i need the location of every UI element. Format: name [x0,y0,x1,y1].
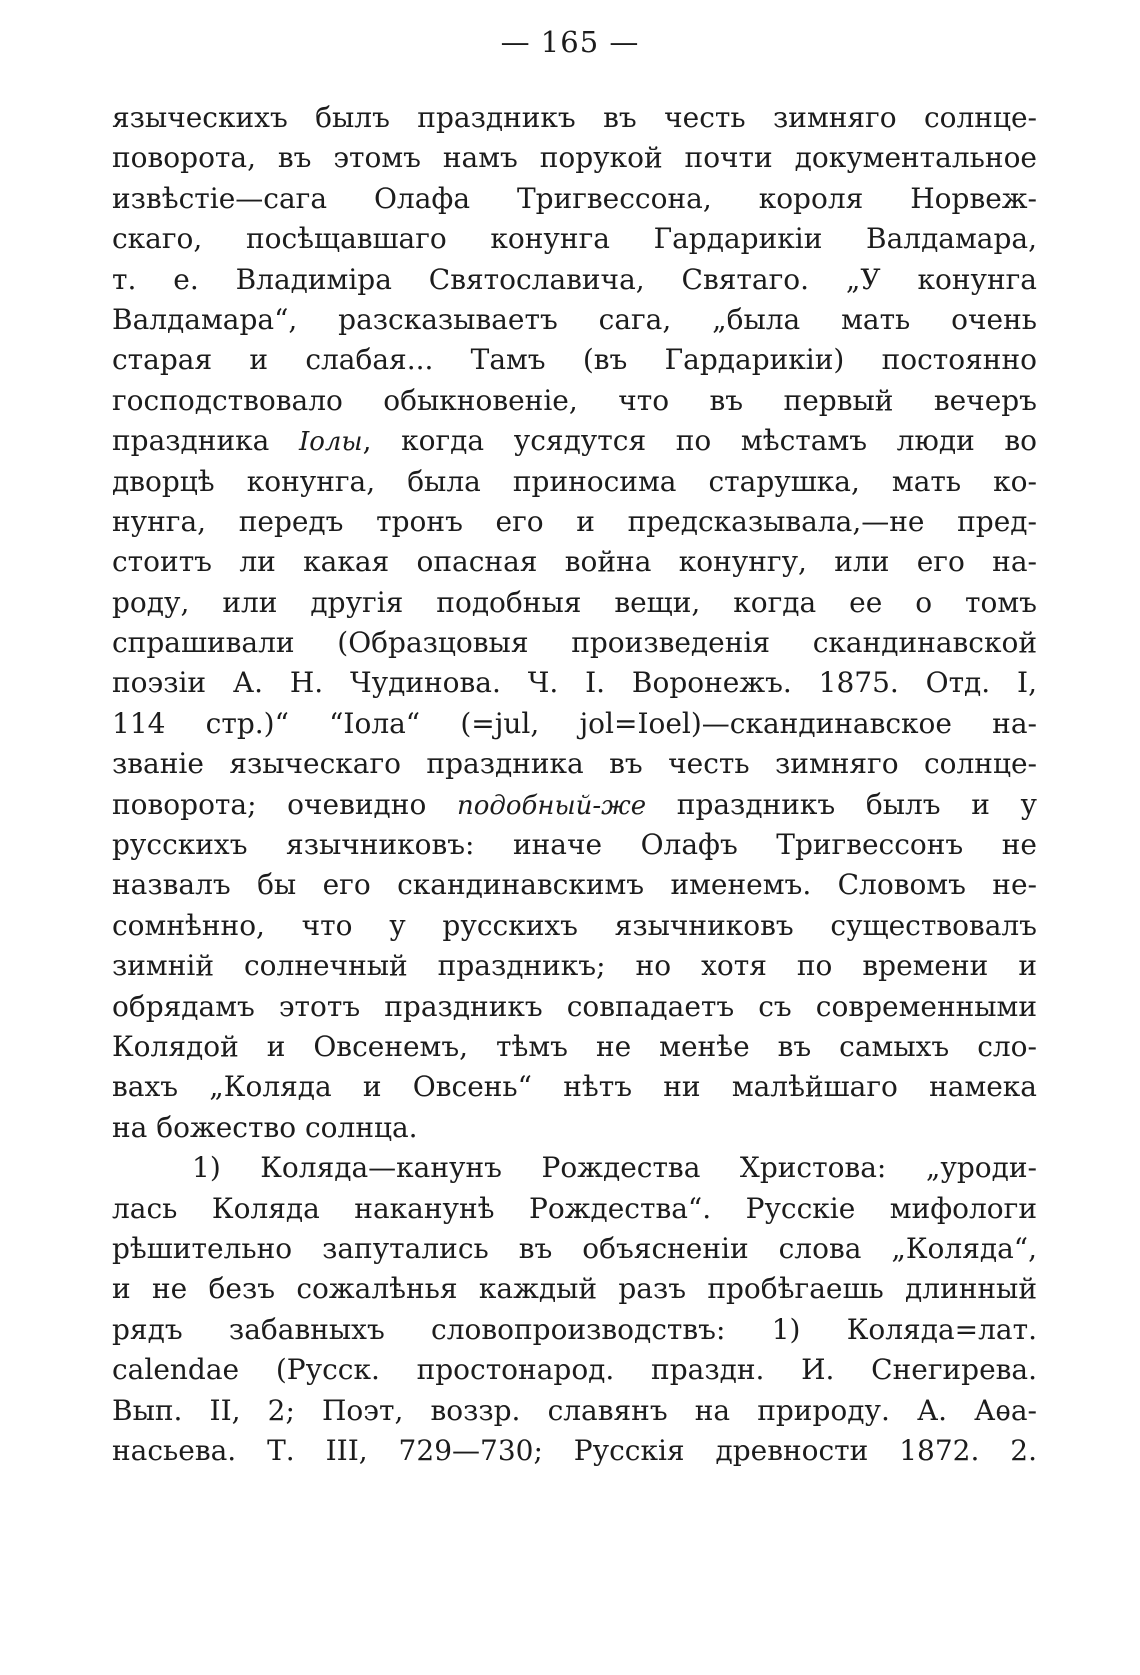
text-line: зимній солнечный праздникъ; но хотя по времени и [112,949,1037,983]
text-line: русскихъ язычниковъ: иначе Олафъ Тригвессонъ не [112,828,1037,862]
paragraph-2 [112,1148,1037,1471]
text-line: стоитъ ли какая опасная война конунгу, или его на- [112,545,1037,579]
page-number: — 165 — [500,25,640,59]
text-line: званіе языческаго праздника въ честь зимняго солнце- [112,747,1037,781]
text-line: и не безъ сожалѣнья каждый разъ пробѣгаешь длинный [112,1272,1037,1306]
text-line: насьева. Т. III, 729—730; Русскія древности 1872. 2. [112,1433,1037,1467]
text-line: дворцѣ конунга, была приносима старушка, мать ко- [112,464,1037,498]
text-line: роду, или другія подобныя вещи, когда ее о томъ [112,585,1037,619]
text-line: Валдамара“, разсказываетъ сага, „была мать очень [112,302,1037,336]
text-line: 114 стр.)“ “Іола“ (=jul, jol=Ioel)—скандинавское на- [112,706,1037,740]
text-line: поворота, въ этомъ намъ порукой почти документальное [112,141,1037,175]
text-line: 1) Коляда—канунъ Рождества Христова: „уроди- [192,1151,1037,1185]
text-line: спрашивали (Образцовыя произведенія скандинавской [112,626,1037,660]
text-line: рѣшительно запутались въ объясненіи слова „Коляда“, [112,1231,1037,1265]
text-line: обрядамъ этотъ праздникъ совпадаетъ съ современными [112,989,1037,1023]
text-line: сомнѣнно, что у русскихъ язычниковъ существовалъ [112,908,1037,942]
italic-term: подобный-же [456,790,647,821]
text-line: лась Коляда наканунѣ Рождества“. Русскіе мифологи [112,1191,1037,1225]
text-line: поворота; очевидно подобный-же праздникъ былъ и у [112,787,1038,821]
text-line: господствовало обыкновеніе, что въ первый вечеръ [112,383,1037,417]
text-line: Колядой и Овсенемъ, тѣмъ не менѣе въ самыхъ сло- [112,1029,1037,1063]
text-line: языческихъ былъ праздникъ въ честь зимняго солнце- [112,101,1037,134]
text-line: назвалъ бы его скандинавскимъ именемъ. Словомъ не- [112,868,1037,902]
text-line: т. е. Владиміра Святославича, Святаго. „У конунга [112,262,1037,296]
text-line: извѣстіе—сага Олафа Тригвессона, короля Норвеж- [112,181,1037,215]
text-line: праздника Іолы, когда усядутся по мѣстамъ люди во [112,424,1037,458]
text-line: поэзіи А. Н. Чудинова. Ч. І. Воронежъ. 1875. Отд. І, [112,666,1037,700]
text-line: нунга, передъ тронъ его и предсказывала,—не пред- [112,504,1037,538]
text-line: скаго, посѣщавшаго конунга Гардарикіи Валдамара, [112,222,1037,256]
text-line: рядъ забавныхъ словопроизводствъ: 1) Коляда=лат. [112,1312,1037,1346]
text-line: вахъ „Коляда и Овсень“ нѣтъ ни малѣйшаго намека [112,1070,1037,1104]
text-line: на божество солнца. [112,1110,418,1144]
text-line: Вып. II, 2; Поэт, воззр. славянъ на природу. А. Аѳа- [112,1393,1037,1427]
text-line: старая и слабая... Тамъ (въ Гардарикіи) постоянно [112,343,1037,377]
italic-term: Іолы [298,427,363,458]
body-text [112,98,1037,1471]
paragraph-1 [112,98,1037,1148]
text-line: calendae (Русск. простонарод. праздн. И. Снегирева. [112,1353,1037,1387]
